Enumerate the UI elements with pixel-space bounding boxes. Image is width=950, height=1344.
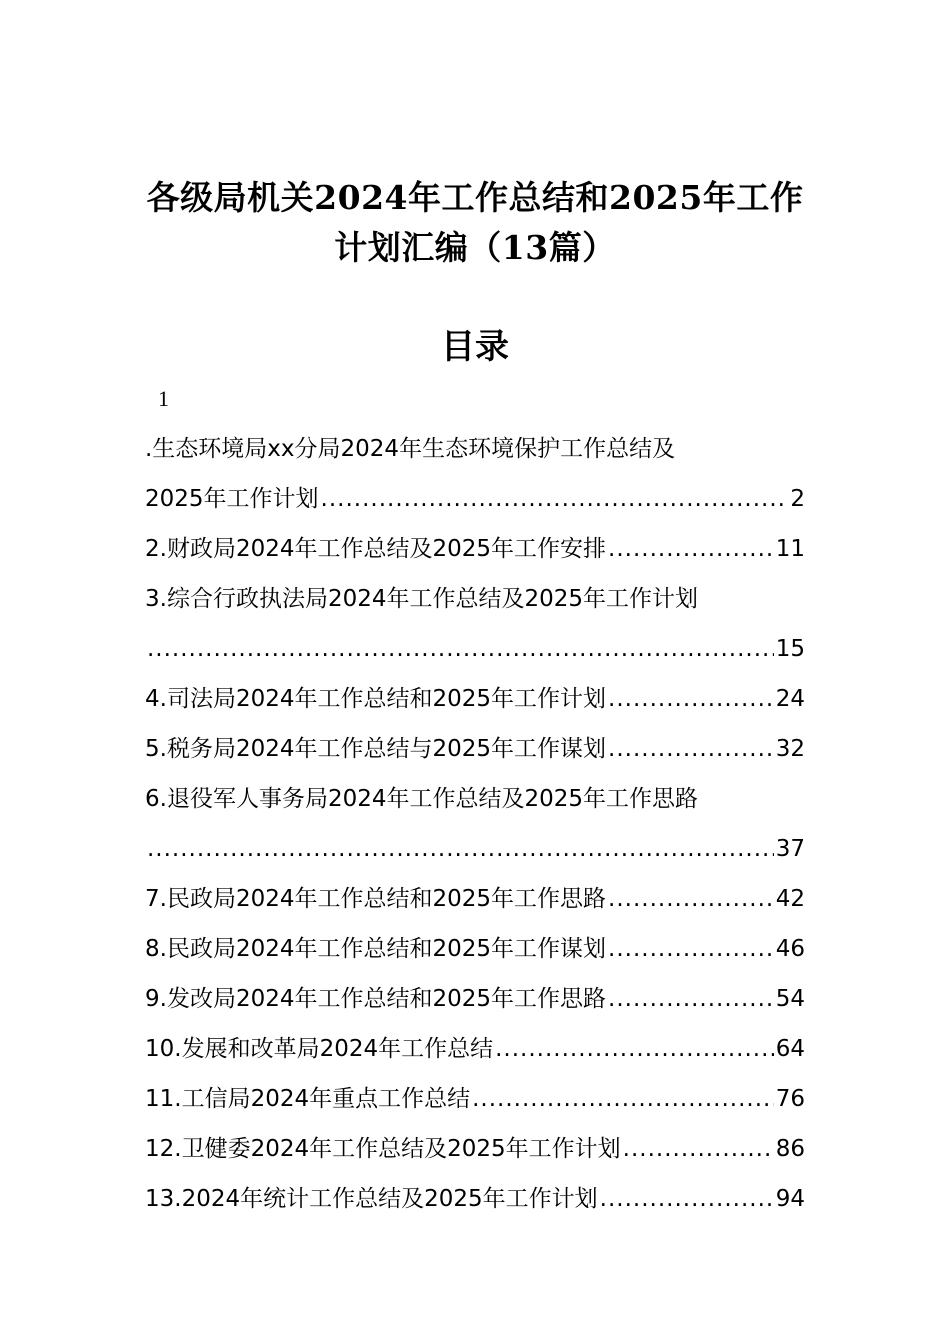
toc-entry-page: 46 <box>775 936 805 962</box>
toc-entry-page: 32 <box>775 736 805 762</box>
toc-entry-page: 42 <box>775 886 805 912</box>
toc-entry[interactable] <box>145 1074 805 1124</box>
dot-leader <box>608 874 774 924</box>
toc-entry-title-continued: 2025年工作计划 <box>145 486 319 512</box>
table-of-contents <box>145 424 805 1224</box>
toc-entry-page: 24 <box>775 686 805 712</box>
toc-entry-title: 4.司法局2024年工作总结和2025年工作计划 <box>145 686 607 712</box>
toc-entry[interactable] <box>145 424 805 524</box>
dot-leader <box>608 924 774 974</box>
dot-leader <box>472 1074 774 1124</box>
dot-leader <box>147 624 774 674</box>
dot-leader <box>608 674 774 724</box>
toc-entry-page: 64 <box>775 1036 805 1062</box>
toc-entry-title: .生态环境局xx分局2024年生态环境保护工作总结及 <box>145 436 676 462</box>
toc-entry[interactable] <box>145 874 805 924</box>
toc-entry-title: 13.2024年统计工作总结及2025年工作计划 <box>145 1186 598 1212</box>
toc-entry-title: 12.卫健委2024年工作总结及2025年工作计划 <box>145 1136 621 1162</box>
toc-entry[interactable] <box>145 1174 805 1224</box>
dot-leader <box>608 974 774 1024</box>
dot-leader <box>321 474 789 524</box>
toc-entry[interactable] <box>145 1024 805 1074</box>
toc-entry[interactable] <box>145 1124 805 1174</box>
toc-entry-title: 5.税务局2024年工作总结与2025年工作谋划 <box>145 736 607 762</box>
title-line-1: 各级局机关2024年工作总结和2025年工作 <box>146 178 804 217</box>
toc-entry-page: 54 <box>775 986 805 1012</box>
toc-entry-page: 2 <box>790 486 805 512</box>
document-title <box>120 173 830 273</box>
toc-entry[interactable] <box>145 524 805 574</box>
toc-entry[interactable] <box>145 774 805 874</box>
dot-leader <box>600 1174 774 1224</box>
toc-entry-title: 6.退役军人事务局2024年工作总结及2025年工作思路 <box>145 786 699 812</box>
toc-entry[interactable] <box>145 674 805 724</box>
toc-entry-page: 37 <box>775 836 805 862</box>
toc-entry-title: 9.发改局2024年工作总结和2025年工作思路 <box>145 986 607 1012</box>
toc-entry-page: 11 <box>775 536 805 562</box>
toc-entry-title: 11.工信局2024年重点工作总结 <box>145 1086 471 1112</box>
toc-entry[interactable] <box>145 924 805 974</box>
dot-leader <box>608 724 774 774</box>
toc-entry-title: 10.发展和改革局2024年工作总结 <box>145 1036 494 1062</box>
toc-entry-title: 3.综合行政执法局2024年工作总结及2025年工作计划 <box>145 586 699 612</box>
title-line-2: 计划汇编（13篇） <box>334 228 616 267</box>
dot-leader <box>495 1024 774 1074</box>
toc-entry[interactable] <box>145 974 805 1024</box>
toc-entry-title: 7.民政局2024年工作总结和2025年工作思路 <box>145 886 607 912</box>
toc-entry-page: 86 <box>775 1136 805 1162</box>
toc-heading: 目录 <box>441 327 509 367</box>
toc-entry[interactable] <box>145 574 805 674</box>
dot-leader <box>147 824 774 874</box>
toc-entry[interactable] <box>145 724 805 774</box>
toc-entry-page: 94 <box>775 1186 805 1212</box>
toc-entry-title: 8.民政局2024年工作总结和2025年工作谋划 <box>145 936 607 962</box>
dot-leader <box>608 524 774 574</box>
toc-entry-page: 76 <box>775 1086 805 1112</box>
toc-entry-page: 15 <box>775 636 805 662</box>
stray-number: 1 <box>158 386 169 411</box>
dot-leader <box>623 1124 774 1174</box>
toc-entry-title: 2.财政局2024年工作总结及2025年工作安排 <box>145 536 607 562</box>
